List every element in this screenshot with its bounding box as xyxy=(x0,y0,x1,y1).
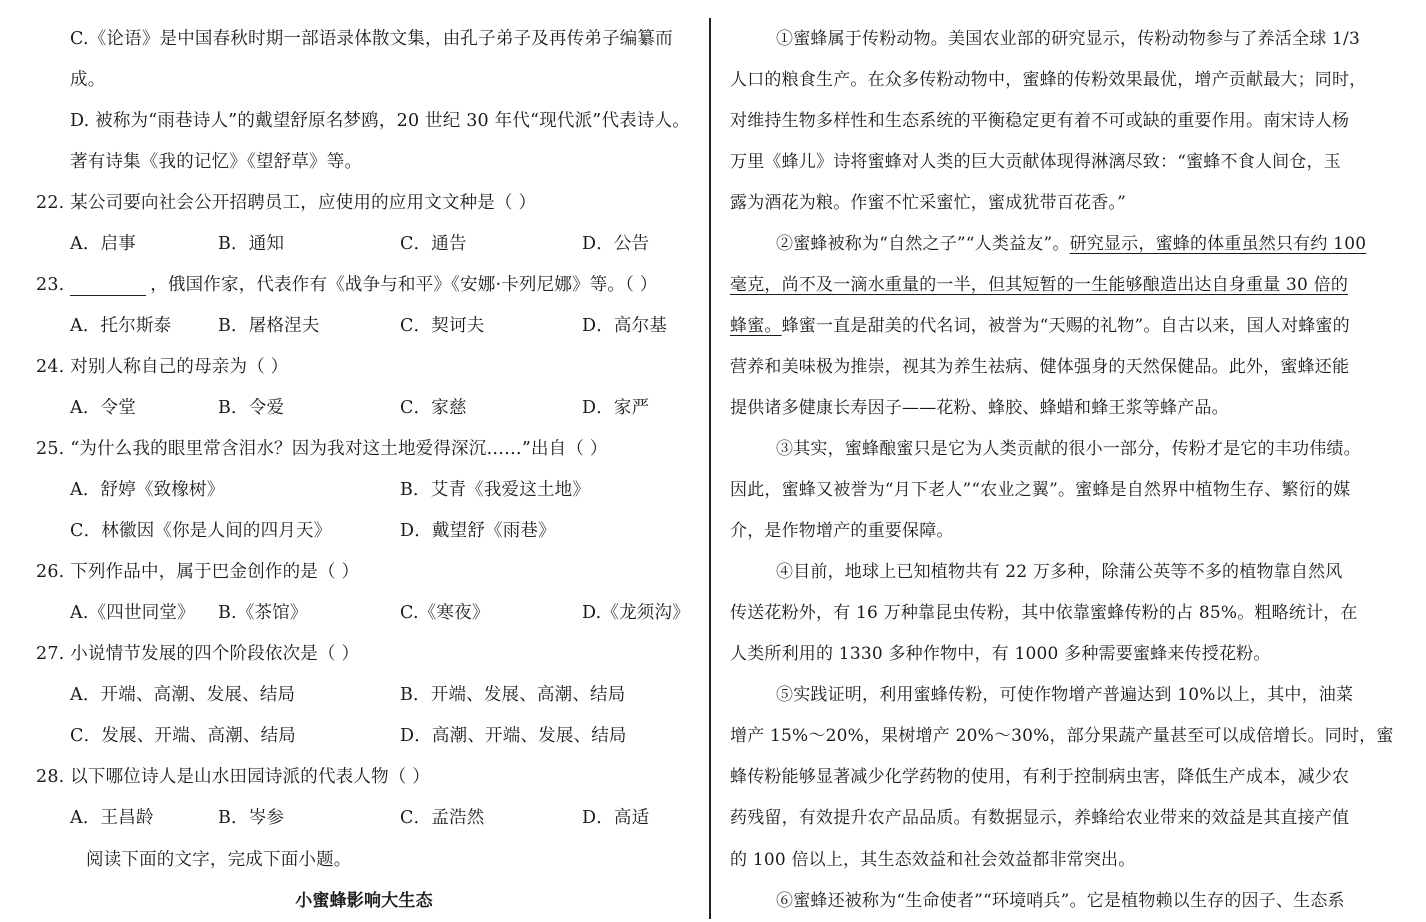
passage-line: 蜂传粉能够显著减少化学药物的使用，有利于控制病虫害，降低生产成本，减少农 xyxy=(730,767,1350,787)
passage-text: 蜂蜜一直是甜美的代名词，被誉为“天赐的礼物”。自古以来，国人对蜂蜜的 xyxy=(781,316,1350,336)
question-25-options-row1 xyxy=(70,470,700,511)
passage-line: 介，是作物增产的重要保障。 xyxy=(730,521,954,541)
option-d: D.《龙须沟》 xyxy=(582,603,690,623)
option-a: A．启事 xyxy=(70,234,136,254)
question-number: 23. xyxy=(36,275,65,295)
passage-line xyxy=(776,224,1426,265)
option-a: A．开端、高潮、发展、结局 xyxy=(70,685,296,705)
option-c: C．林徽因《你是人间的四月天》 xyxy=(70,521,332,541)
reading-instruction: 阅读下面的文字，完成下面小题。 xyxy=(86,850,352,870)
question-text: ，俄国作家，代表作有《战争与和平》《安娜·卡列尼娜》等。（ ） xyxy=(150,275,658,295)
option-c: C．孟浩然 xyxy=(400,808,485,828)
option-c: C.《寒夜》 xyxy=(400,603,490,623)
option-d: D．公告 xyxy=(582,234,650,254)
option-a: A．令堂 xyxy=(70,398,136,418)
option-a: A.《四世同堂》 xyxy=(70,603,195,623)
underlined-sentence-end: 蜂蜜。 xyxy=(730,316,782,336)
question-22-stem: 22. 某公司要向社会公开招聘员工，应使用的应用文文种是（ ） xyxy=(36,193,537,213)
underlined-passage-line: 毫克，尚不及一滴水重量的一半，但其短暂的一生能够酿造出达自身重量 30 倍的 xyxy=(730,275,1349,295)
question-23-options xyxy=(70,306,700,347)
q21-option-c-line2: 成。 xyxy=(70,70,106,90)
underlined-sentence: 研究显示，蜜蜂的体重虽然只有约 100 xyxy=(1069,234,1367,254)
passage-line: 的 100 倍以上，其生态效益和社会效益都非常突出。 xyxy=(730,850,1136,870)
q21-option-d-line1: D. 被称为“雨巷诗人”的戴望舒原名梦鸥，20 世纪 30 年代“现代派”代表诗人。 xyxy=(70,111,690,131)
passage-line xyxy=(730,306,1395,347)
option-c: C．通告 xyxy=(400,234,467,254)
left-column xyxy=(0,0,708,919)
right-column-passage xyxy=(712,0,1426,919)
question-26-stem: 26. 下列作品中，属于巴金创作的是（ ） xyxy=(36,562,360,582)
option-a: A．舒婷《致橡树》 xyxy=(70,480,225,500)
question-24-options xyxy=(70,388,700,429)
passage-line: 人口的粮食生产。在众多传粉动物中，蜜蜂的传粉效果最优，增产贡献最大；同时， xyxy=(730,70,1367,90)
question-27-options-row1 xyxy=(70,675,700,716)
question-23-stem xyxy=(36,265,658,306)
option-d: D．戴望舒《雨巷》 xyxy=(400,521,556,541)
q21-option-d-line2: 著有诗集《我的记忆》《望舒草》等。 xyxy=(70,152,363,172)
option-b: B．屠格涅夫 xyxy=(218,316,320,336)
question-22-options xyxy=(70,224,700,265)
option-d: D．高适 xyxy=(582,808,650,828)
option-b: B．通知 xyxy=(218,234,285,254)
question-25-options-row2 xyxy=(70,511,700,552)
option-b: B．令爱 xyxy=(218,398,285,418)
passage-title: 小蜜蜂影响大生态 xyxy=(295,891,433,911)
passage-line: 人类所利用的 1330 多种作物中，有 1000 多种需要蜜蜂来传授花粉。 xyxy=(730,644,1271,664)
passage-line: ④目前，地球上已知植物共有 22 万多种，除蒲公英等不多的植物靠自然风 xyxy=(776,562,1343,582)
paragraph-2-opening: ②蜜蜂被称为“自然之子”“人类益友”。 xyxy=(776,234,1070,254)
question-28-options xyxy=(70,798,700,839)
passage-line: 对维持生物多样性和生态系统的平衡稳定更有着不可或缺的重要作用。南宋诗人杨 xyxy=(730,111,1350,131)
passage-line: ⑥蜜蜂还被称为“生命使者”“环境哨兵”。它是植物赖以生存的因子、生态系 xyxy=(776,891,1345,911)
option-a: A．托尔斯泰 xyxy=(70,316,172,336)
option-b: B．艾青《我爱这土地》 xyxy=(400,480,591,500)
option-b: B．开端、发展、高潮、结局 xyxy=(400,685,626,705)
question-27-options-row2 xyxy=(70,716,700,757)
passage-line: ③其实，蜜蜂酿蜜只是它为人类贡献的很小一部分，传粉才是它的丰功伟绩。 xyxy=(776,439,1361,459)
question-28-stem: 28. 以下哪位诗人是山水田园诗派的代表人物（ ） xyxy=(36,767,430,787)
passage-line: ①蜜蜂属于传粉动物。美国农业部的研究显示，传粉动物参与了养活全球 1/3 xyxy=(776,29,1360,49)
passage-line: 传送花粉外，有 16 万种靠昆虫传粉，其中依靠蜜蜂传粉的占 85%。粗略统计，在 xyxy=(730,603,1358,623)
option-b: B．岑参 xyxy=(218,808,285,828)
question-24-stem: 24. 对别人称自己的母亲为（ ） xyxy=(36,357,289,377)
q21-option-c-line1: C.《论语》是中国春秋时期一部语录体散文集，由孔子弟子及再传弟子编纂而 xyxy=(70,29,673,49)
passage-line: 万里《蜂儿》诗将蜜蜂对人类的巨大贡献体现得淋漓尽致：“蜜蜂不食人间仓，玉 xyxy=(730,152,1341,172)
option-b: B.《茶馆》 xyxy=(218,603,308,623)
passage-line: 提供诸多健康长寿因子——花粉、蜂胶、蜂蜡和蜂王浆等蜂产品。 xyxy=(730,398,1229,418)
option-d: D．家严 xyxy=(582,398,650,418)
passage-line: 因此，蜜蜂又被誉为“月下老人”“农业之翼”。蜜蜂是自然界中植物生存、繁衍的媒 xyxy=(730,480,1351,500)
option-c: C．家慈 xyxy=(400,398,467,418)
fill-blank[interactable] xyxy=(70,273,146,296)
option-a: A．王昌龄 xyxy=(70,808,154,828)
passage-line: 药残留，有效提升农产品品质。有数据显示，养蜂给农业带来的效益是其直接产值 xyxy=(730,808,1350,828)
passage-line: ⑤实践证明，利用蜜蜂传粉，可使作物增产普遍达到 10%以上，其中，油菜 xyxy=(776,685,1354,705)
option-d: D．高尔基 xyxy=(582,316,668,336)
question-26-options xyxy=(70,593,700,634)
option-d: D．高潮、开端、发展、结局 xyxy=(400,726,627,746)
column-divider xyxy=(709,18,711,919)
option-c: C．发展、开端、高潮、结局 xyxy=(70,726,296,746)
passage-line: 营养和美味极为推崇，视其为养生祛病、健体强身的天然保健品。此外，蜜蜂还能 xyxy=(730,357,1350,377)
question-27-stem: 27. 小说情节发展的四个阶段依次是（ ） xyxy=(36,644,360,664)
question-25-stem: 25. “为什么我的眼里常含泪水？因为我对这土地爱得深沉……”出自（ ） xyxy=(36,439,608,459)
option-c: C．契诃夫 xyxy=(400,316,485,336)
passage-line: 增产 15%～20%，果树增产 20%～30%，部分果蔬产量甚至可以成倍增长。同时，蜜 xyxy=(730,726,1394,746)
passage-line: 露为酒花为粮。作蜜不忙采蜜忙，蜜成犹带百花香。” xyxy=(730,193,1126,213)
